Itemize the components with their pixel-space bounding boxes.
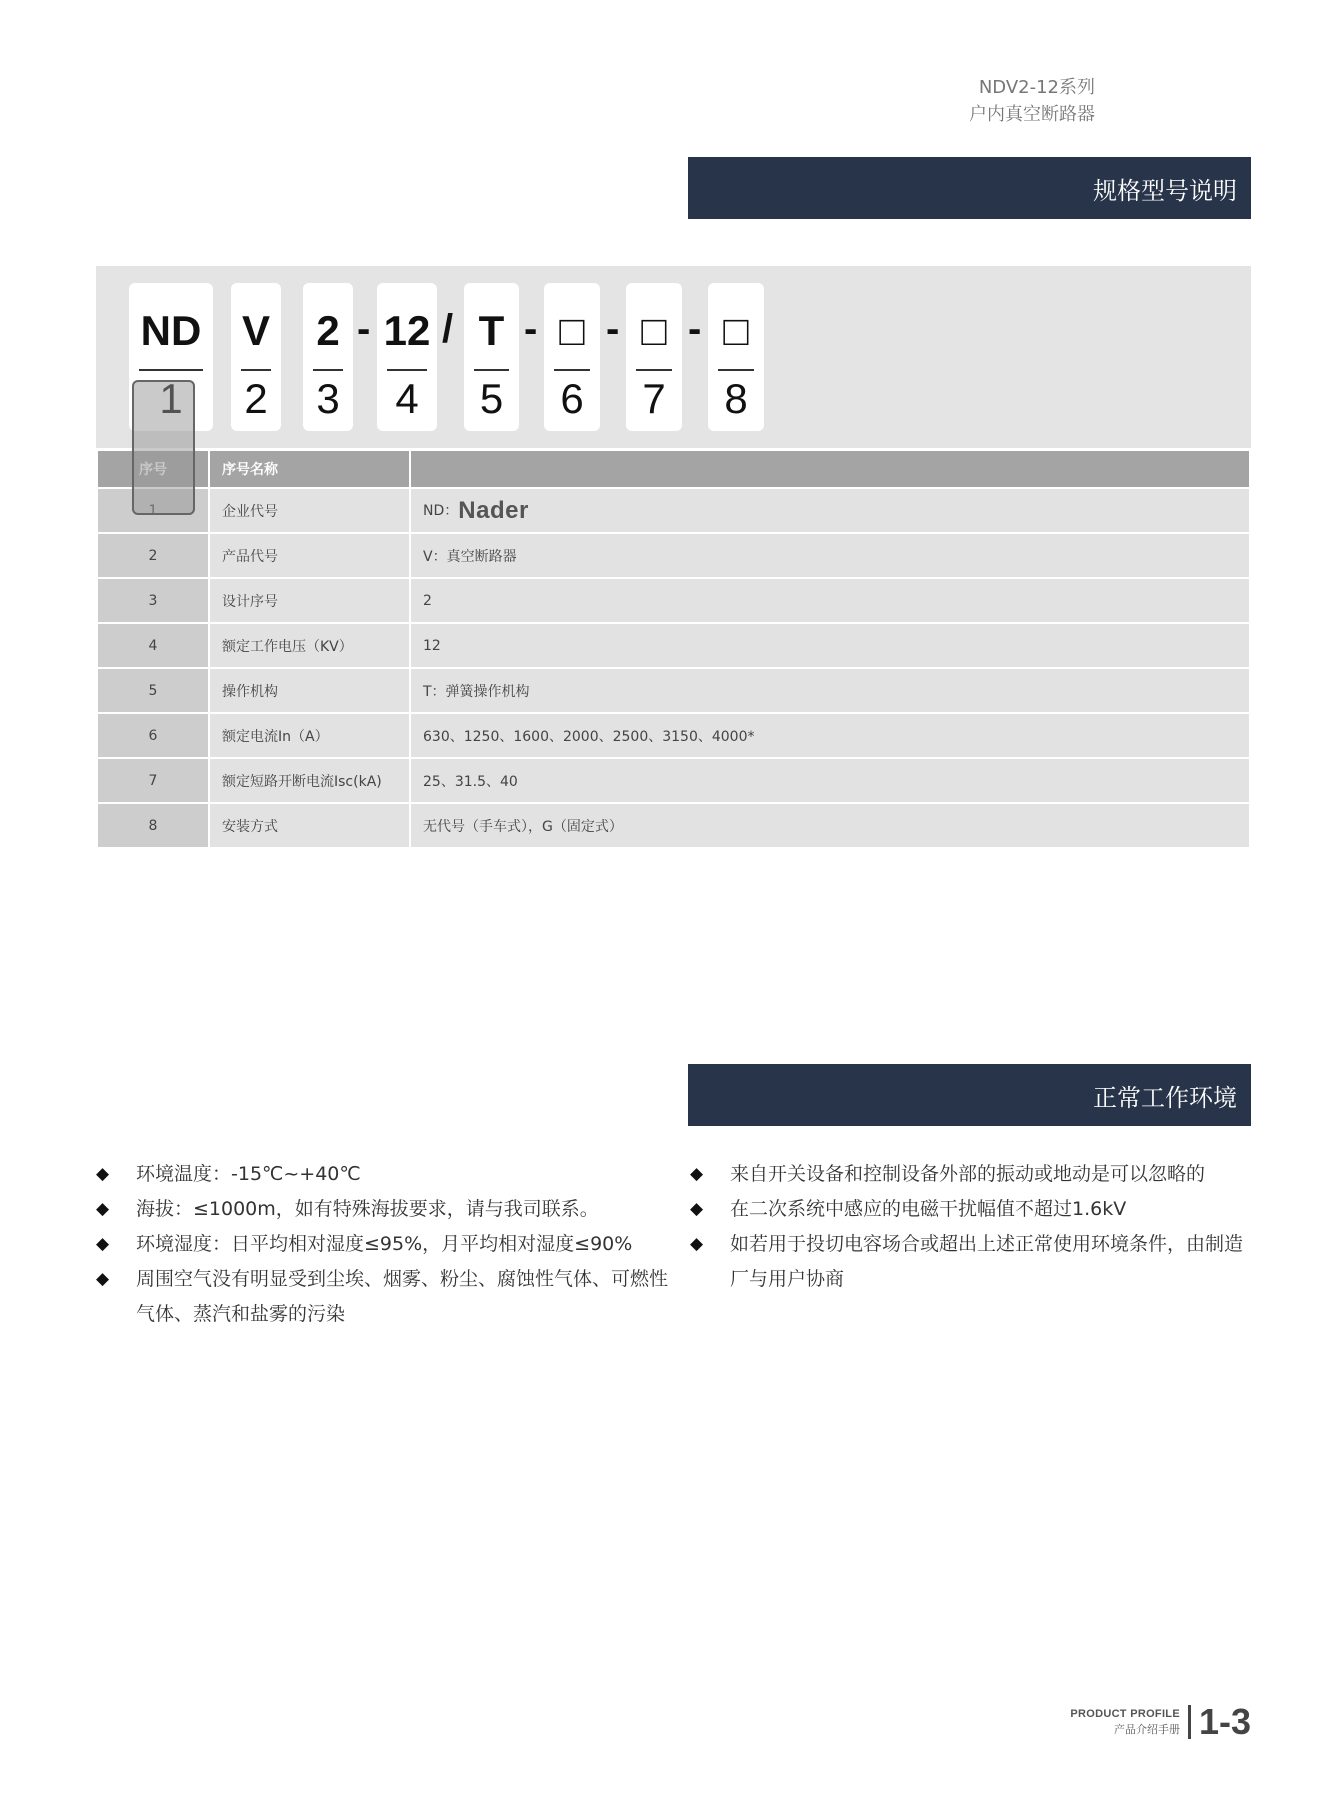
section-title: 规格型号说明 — [1093, 176, 1237, 205]
code-separator: - — [606, 307, 620, 351]
row-no: 5 — [97, 668, 209, 713]
environment-list-left — [96, 1157, 676, 1332]
code-position: 7 — [642, 375, 666, 422]
environment-list-right — [690, 1157, 1260, 1297]
table-row — [97, 668, 1250, 713]
list-item: ◆ 如若用于投切电容场合或超出上述正常使用环境条件，由制造厂与用户协商 — [690, 1227, 1260, 1297]
row-name: 额定电流In（A） — [209, 713, 410, 758]
code-segment: ND — [140, 307, 202, 354]
row-name: 企业代号 — [209, 488, 410, 533]
underline — [554, 369, 590, 371]
row-value: V：真空断路器 — [410, 533, 1250, 578]
row-value: 12 — [410, 623, 1250, 668]
code-segment: 2 — [316, 307, 340, 354]
page-number: 1-3 — [1198, 1701, 1251, 1742]
code-segment: T — [478, 307, 505, 354]
page-footer — [1070, 1701, 1251, 1743]
footer-cn: 产品介绍手册 — [1113, 1723, 1180, 1736]
code-separator: - — [357, 307, 371, 351]
table-row — [97, 578, 1250, 623]
row-name: 额定工作电压（KV） — [209, 623, 410, 668]
code-separator: - — [688, 307, 702, 351]
code-separator: - — [524, 307, 538, 351]
code-separator: / — [442, 307, 454, 351]
table-row — [97, 713, 1250, 758]
table-row — [97, 803, 1250, 848]
series-name: NDV2-12系列 — [978, 77, 1095, 98]
code-position: 6 — [560, 375, 584, 422]
code-position: 8 — [724, 375, 748, 422]
table-row — [97, 758, 1250, 803]
row-value: 630、1250、1600、2000、2500、3150、4000* — [410, 713, 1250, 758]
row-name: 产品代号 — [209, 533, 410, 578]
list-item: ◆ 周围空气没有明显受到尘埃、烟雾、粉尘、腐蚀性气体、可燃性气体、蒸汽和盐雾的污染 — [96, 1262, 676, 1332]
col-header-name: 序号名称 — [209, 450, 410, 488]
row-value-cell — [410, 488, 1250, 533]
row-value: T：弹簧操作机构 — [410, 668, 1250, 713]
underline — [387, 369, 427, 371]
code-position: 2 — [244, 375, 268, 422]
row-name: 安装方式 — [209, 803, 410, 848]
code-tile — [544, 283, 600, 431]
row-no: 8 — [97, 803, 209, 848]
section-title-bar — [688, 1064, 1251, 1126]
underline — [718, 369, 754, 371]
table-row — [97, 533, 1250, 578]
code-tile — [626, 283, 682, 431]
row-name: 操作机构 — [209, 668, 410, 713]
underline — [313, 369, 343, 371]
code-position: 4 — [395, 375, 419, 422]
footer-en: PRODUCT PROFILE — [1070, 1708, 1180, 1720]
underline — [636, 369, 672, 371]
code-tile — [708, 283, 764, 431]
row-no: 4 — [97, 623, 209, 668]
list-item: ◆ 海拔：≤1000m，如有特殊海拔要求，请与我司联系。 — [96, 1192, 676, 1227]
section-title-bar — [688, 157, 1251, 219]
section-title: 正常工作环境 — [1093, 1083, 1237, 1112]
table-row — [97, 488, 1250, 533]
code-segment: V — [241, 307, 270, 354]
code-segment: □ — [641, 307, 667, 354]
list-item: ◆ 来自开关设备和控制设备外部的振动或地动是可以忽略的 — [690, 1157, 1260, 1192]
code-tile — [231, 283, 281, 431]
list-item: ◆ 环境温度：-15℃~+40℃ — [96, 1157, 676, 1192]
highlight-overlay — [132, 380, 195, 515]
code-tile — [464, 283, 519, 431]
row-name: 额定短路开断电流Isc(kA) — [209, 758, 410, 803]
list-item: ◆ 环境湿度：日平均相对湿度≤95%，月平均相对湿度≤90% — [96, 1227, 676, 1262]
table-header-row — [97, 450, 1250, 488]
row-value: 2 — [410, 578, 1250, 623]
col-header-value — [410, 450, 1250, 488]
row-value: 25、31.5、40 — [410, 758, 1250, 803]
row-no: 3 — [97, 578, 209, 623]
code-tile — [377, 283, 437, 431]
table-row — [97, 623, 1250, 668]
row-no: 2 — [97, 533, 209, 578]
code-segment: 12 — [383, 307, 431, 354]
code-position: 5 — [479, 375, 504, 422]
row-value: 无代号（手车式），G（固定式） — [410, 803, 1250, 848]
row-no: 6 — [97, 713, 209, 758]
code-position: 3 — [316, 375, 340, 422]
underline — [241, 369, 271, 371]
code-tile — [303, 283, 353, 431]
footer-divider — [1188, 1705, 1191, 1739]
spec-table — [96, 449, 1251, 849]
nader-logo: Nader — [458, 496, 529, 524]
model-code-panel — [96, 266, 1251, 448]
underline — [139, 369, 203, 371]
product-name: 户内真空断路器 — [969, 104, 1095, 125]
row-name: 设计序号 — [209, 578, 410, 623]
row-value: ND： — [423, 502, 459, 519]
list-item: ◆ 在二次系统中感应的电磁干扰幅值不超过1.6kV — [690, 1192, 1260, 1227]
footer-text — [1070, 1707, 1180, 1737]
underline — [474, 369, 509, 371]
code-segment: □ — [559, 307, 585, 354]
code-segment: □ — [723, 307, 749, 354]
row-no: 7 — [97, 758, 209, 803]
page-header — [969, 74, 1095, 128]
